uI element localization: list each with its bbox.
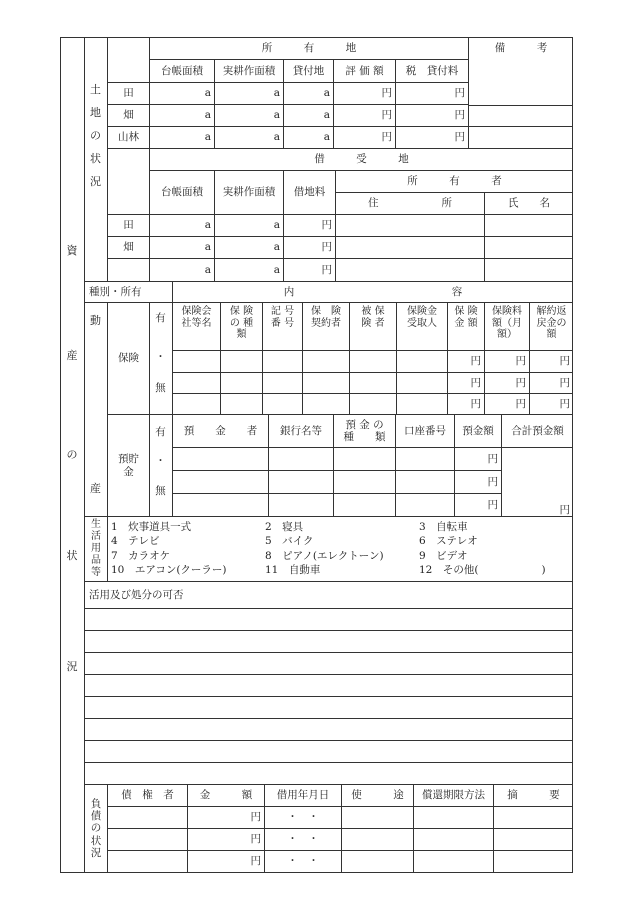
debt-data-cell[interactable]: 円 [187, 828, 264, 850]
owned-unit-cell[interactable]: a [149, 104, 214, 126]
leased-unit-cell[interactable]: 円 [283, 236, 335, 258]
owned-unit-cell[interactable]: a [283, 104, 333, 126]
debt-data-cell[interactable]: ・ ・ [264, 806, 341, 828]
disposal-line[interactable] [84, 674, 573, 696]
savings-data-cell[interactable]: 円 [454, 447, 501, 470]
insurance-header: 保険金 受取人 [396, 302, 447, 350]
insurance-data-cell[interactable] [172, 350, 220, 372]
owner-name-cell[interactable] [484, 258, 573, 281]
disposal-line[interactable] [84, 608, 573, 630]
insurance-data-cell[interactable] [262, 350, 302, 372]
household-item: 4 テレビ [111, 535, 160, 548]
savings-header: 預金額 [454, 414, 501, 447]
debt-header: 借用年月日 [264, 784, 341, 806]
disposal-line[interactable] [84, 652, 573, 674]
debt-data-cell[interactable] [107, 828, 187, 850]
owned-unit-cell[interactable]: a [149, 82, 214, 104]
debt-header: 金 額 [187, 784, 264, 806]
savings-data-cell[interactable] [333, 470, 395, 493]
owner-address-cell[interactable] [335, 214, 484, 236]
remarks-title: 備 考 [468, 37, 573, 105]
debt-header: 償還期限方法 [413, 784, 493, 806]
leased-unit-cell[interactable]: 円 [283, 214, 335, 236]
household-item: 8 ピアノ(エレクトーン) [265, 549, 384, 562]
debt-data-cell[interactable] [413, 806, 493, 828]
insurance-data-cell[interactable] [396, 372, 447, 393]
savings-header: 合計預金額 [501, 414, 573, 447]
leased-unit-cell[interactable]: a [214, 214, 283, 236]
land-label-char: 状 [90, 151, 101, 165]
presence-mark: 有 [155, 425, 166, 438]
owned-header: 実耕作面積 [214, 59, 283, 82]
owned-land-title: 所 有 地 [149, 37, 468, 59]
debt-data-cell[interactable] [107, 850, 187, 872]
debt-data-cell[interactable] [107, 806, 187, 828]
insurance-data-cell[interactable] [396, 350, 447, 372]
insurance-data-cell[interactable] [172, 372, 220, 393]
insurance-header: 保険料 額（月 額） [484, 302, 529, 350]
insurance-data-cell[interactable] [302, 350, 349, 372]
leased-row-type [107, 258, 149, 281]
insurance-header: 解約返 戻金の 額 [529, 302, 573, 350]
savings-data-cell[interactable] [172, 493, 268, 516]
leased-unit-cell[interactable]: a [214, 258, 283, 281]
savings-data-cell[interactable] [172, 470, 268, 493]
leased-row-type: 田 [107, 214, 149, 236]
owner-address-cell[interactable] [335, 236, 484, 258]
insurance-data-cell[interactable] [349, 393, 396, 414]
household-item: 11 自動車 [265, 564, 321, 577]
leased-unit-cell[interactable]: a [214, 236, 283, 258]
content-label: 内 容 [172, 281, 573, 302]
owned-row-type: 畑 [107, 104, 149, 126]
debt-data-cell[interactable] [413, 828, 493, 850]
insurance-header: 保険会 社等名 [172, 302, 220, 350]
owned-unit-cell[interactable]: a [214, 104, 283, 126]
disposal-line[interactable] [84, 740, 573, 762]
insurance-header: 保 険 金 額 [447, 302, 484, 350]
household-item: 1 炊事道具一式 [111, 520, 192, 533]
household-item: 12 その他( ) [419, 564, 546, 577]
leased-unit-cell[interactable]: a [149, 258, 214, 281]
insurance-data-cell[interactable]: 円 [447, 372, 484, 393]
remarks-cell[interactable] [468, 126, 573, 148]
side-label-char: 産 [66, 348, 78, 362]
total-savings-cell[interactable]: 円 [501, 447, 573, 516]
land-label-char: の [90, 128, 101, 142]
savings-data-cell[interactable]: 円 [454, 470, 501, 493]
debt-data-cell[interactable] [341, 828, 413, 850]
debt-header: 使 途 [341, 784, 413, 806]
debt-data-cell[interactable] [413, 850, 493, 872]
form-bottom-edge [60, 872, 573, 873]
insurance-data-cell[interactable]: 円 [484, 372, 529, 393]
debt-data-cell[interactable]: 円 [187, 850, 264, 872]
owner-name-cell[interactable] [484, 214, 573, 236]
insurance-data-cell[interactable] [262, 372, 302, 393]
leased-header: 台帳面積 [149, 170, 214, 214]
debt-data-cell[interactable] [493, 828, 573, 850]
leased-row-type: 畑 [107, 236, 149, 258]
insurance-data-cell[interactable]: 円 [484, 350, 529, 372]
savings-data-cell[interactable] [395, 493, 454, 516]
owner-address-header: 住 所 [335, 192, 484, 214]
leased-land-title: 借 受 地 [149, 148, 573, 170]
debt-header: 摘 要 [493, 784, 573, 806]
movable-label-char: 動 [90, 313, 101, 327]
leased-header: 実耕作面積 [214, 170, 283, 214]
savings-header: 預 金 の 種 類 [333, 414, 395, 447]
debt-header: 債 権 者 [107, 784, 187, 806]
leased-unit-cell[interactable]: a [149, 236, 214, 258]
insurance-header: 保 険 契約者 [302, 302, 349, 350]
household-item: 10 エアコン(クーラー) [111, 564, 227, 577]
insurance-data-cell[interactable] [396, 393, 447, 414]
insurance-data-cell[interactable]: 円 [529, 372, 573, 393]
owned-unit-cell[interactable]: 円 [395, 104, 468, 126]
insurance-data-cell[interactable]: 円 [529, 350, 573, 372]
insurance-data-cell[interactable] [220, 350, 262, 372]
debt-label: 負 債 の 状 況 [84, 784, 107, 872]
savings-data-cell[interactable] [172, 447, 268, 470]
savings-label: 預貯 金 [107, 414, 149, 516]
owned-unit-cell[interactable]: 円 [333, 126, 395, 148]
savings-header: 預 金 者 [172, 414, 268, 447]
debt-data-cell[interactable]: 円 [187, 806, 264, 828]
disposal-line[interactable] [84, 696, 573, 718]
land-label-char: 地 [90, 105, 101, 119]
savings-data-cell[interactable] [268, 470, 333, 493]
side-label-char: の [66, 447, 78, 461]
debt-data-cell[interactable] [341, 850, 413, 872]
owned-unit-cell[interactable]: 円 [395, 82, 468, 104]
presence-mark: 有 [155, 311, 166, 324]
savings-data-cell[interactable] [333, 447, 395, 470]
owned-row-type: 田 [107, 82, 149, 104]
insurance-data-cell[interactable]: 円 [529, 393, 573, 414]
land-label-char: 況 [90, 174, 101, 188]
debt-data-cell[interactable] [341, 806, 413, 828]
owned-header: 税 貸付料 [395, 59, 468, 82]
insurance-data-cell[interactable] [262, 393, 302, 414]
owner-name-header: 氏 名 [484, 192, 573, 214]
disposal-line[interactable] [84, 630, 573, 652]
household-item: 7 カラオケ [111, 549, 170, 562]
disposal-line[interactable] [84, 762, 573, 784]
debt-data-cell[interactable] [493, 806, 573, 828]
presence-mark: 無 [155, 484, 166, 497]
savings-data-cell[interactable]: 円 [454, 493, 501, 516]
owner-address-cell[interactable] [335, 258, 484, 281]
presence-mark: ・ [155, 350, 166, 363]
insurance-data-cell[interactable] [302, 393, 349, 414]
disposal-label: 活用及び処分の可否 [84, 581, 573, 608]
leased-unit-cell[interactable]: a [149, 214, 214, 236]
insurance-data-cell[interactable] [220, 372, 262, 393]
debt-data-cell[interactable]: ・ ・ [264, 828, 341, 850]
debt-data-cell[interactable]: ・ ・ [264, 850, 341, 872]
household-item: 2 寝具 [265, 520, 304, 533]
debt-data-cell[interactable] [493, 850, 573, 872]
side-label-char: 況 [66, 659, 78, 673]
insurance-data-cell[interactable] [302, 372, 349, 393]
movable-label-char: 産 [90, 481, 101, 495]
household-item: 9 ビデオ [419, 549, 468, 562]
owned-header: 台帳面積 [149, 59, 214, 82]
presence-mark: ・ [155, 454, 166, 467]
kind-owner-label: 種別・所有 [84, 281, 172, 302]
savings-data-cell[interactable] [395, 470, 454, 493]
insurance-data-cell[interactable] [349, 350, 396, 372]
insurance-label: 保険 [107, 302, 149, 414]
owned-unit-cell[interactable]: 円 [333, 104, 395, 126]
insurance-data-cell[interactable] [172, 393, 220, 414]
savings-header: 銀行名等 [268, 414, 333, 447]
savings-data-cell[interactable] [395, 447, 454, 470]
side-label-char: 資 [66, 243, 78, 257]
remarks-cell[interactable] [468, 105, 573, 126]
insurance-header: 被 保 険 者 [349, 302, 396, 350]
owned-header: 評 価 額 [333, 59, 395, 82]
household-item: 3 自転車 [419, 520, 468, 533]
owned-header: 貸付地 [283, 59, 333, 82]
owned-unit-cell[interactable]: 円 [395, 126, 468, 148]
household-label: 生 活 用 品 等 [84, 516, 107, 581]
disposal-line[interactable] [84, 718, 573, 740]
owned-unit-cell[interactable]: 円 [333, 82, 395, 104]
owner-title: 所 有 者 [335, 170, 573, 192]
leased-header: 借地料 [283, 170, 335, 214]
owned-unit-cell[interactable]: a [214, 82, 283, 104]
owned-row-type: 山林 [107, 126, 149, 148]
insurance-data-cell[interactable] [220, 393, 262, 414]
insurance-header: 保 険 の 種 類 [220, 302, 262, 350]
leased-unit-cell[interactable]: 円 [283, 258, 335, 281]
owned-unit-cell[interactable]: a [283, 82, 333, 104]
insurance-data-cell[interactable] [349, 372, 396, 393]
savings-header: 口座番号 [395, 414, 454, 447]
savings-data-cell[interactable] [268, 447, 333, 470]
insurance-header: 記 号 番 号 [262, 302, 302, 350]
land-label-char: 土 [90, 82, 101, 96]
savings-data-cell[interactable] [333, 493, 395, 516]
owner-name-cell[interactable] [484, 236, 573, 258]
owned-unit-cell[interactable]: a [149, 126, 214, 148]
presence-mark: 無 [155, 381, 166, 394]
household-item: 6 ステレオ [419, 535, 478, 548]
household-item: 5 バイク [265, 535, 314, 548]
owned-unit-cell[interactable]: a [214, 126, 283, 148]
side-label-char: 状 [66, 548, 78, 562]
insurance-data-cell[interactable]: 円 [447, 350, 484, 372]
savings-data-cell[interactable] [268, 493, 333, 516]
insurance-data-cell[interactable]: 円 [447, 393, 484, 414]
owned-unit-cell[interactable]: a [283, 126, 333, 148]
insurance-data-cell[interactable]: 円 [484, 393, 529, 414]
land-leased-corner [107, 148, 149, 214]
